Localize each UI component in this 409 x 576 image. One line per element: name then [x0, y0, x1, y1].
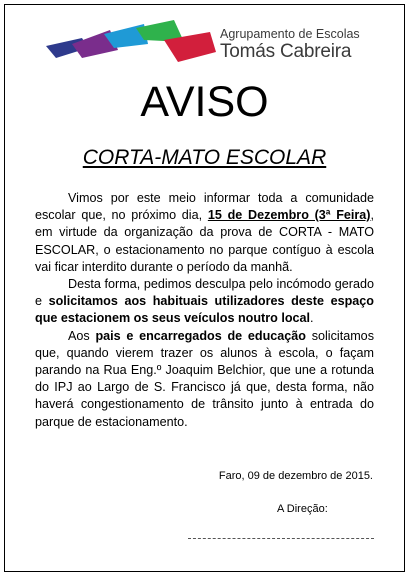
logo-mark-icon: [44, 18, 224, 74]
paragraph-2-bold: solicitamos aos habituais utilizadores deste espaço que estacionem os seus veículos noutro local: [35, 294, 374, 326]
paragraph-3: [35, 328, 374, 431]
paragraph-1-text-b: , em virtude da organização da prova de CORTA - MATO ESCOLAR, o estacionamento no parque contíguo à escola vai ficar interdito durante o período da manhã.: [35, 208, 374, 274]
paragraph-3-text-a: Aos: [68, 328, 96, 343]
paragraph-2-text-a: Desta forma, pedimos desculpa pelo incómodo gerado e: [35, 277, 374, 309]
paragraph-1: [35, 190, 374, 276]
paragraph-2: [35, 276, 374, 328]
event-date: 15 de Dezembro (3ª Feira): [207, 208, 371, 223]
date-line: Faro, 09 de dezembro de 2015.: [218, 470, 373, 482]
paragraph-3-bold: pais e encarregados de educação: [95, 328, 306, 343]
paragraph-3-text-b: solicitamos que, quando vierem trazer os alunos à escola, o façam parando na Rua Eng.º Joaquim Belchior, que une a rotunda do IPJ ao Largo de S. Francisco já que, desta forma, não haverá congestionamento de trânsito junto à entrada do parque de estacionamento.: [35, 328, 374, 429]
signature-label: A Direção:: [277, 503, 328, 515]
school-logo: [44, 18, 384, 74]
paragraph-1-text-a: Vimos por este meio informar toda a comunidade escolar que, no próximo dia,: [35, 191, 374, 223]
document-subtitle: CORTA-MATO ESCOLAR: [82, 146, 327, 169]
signature-line: [188, 538, 374, 539]
org-name-line1: Agrupamento de Escolas: [220, 27, 360, 41]
org-name-line2: Tomás Cabreira: [220, 41, 352, 62]
document-title: AVISO: [140, 78, 269, 126]
notice-body: [35, 190, 374, 431]
paragraph-2-text-b: .: [310, 311, 314, 326]
